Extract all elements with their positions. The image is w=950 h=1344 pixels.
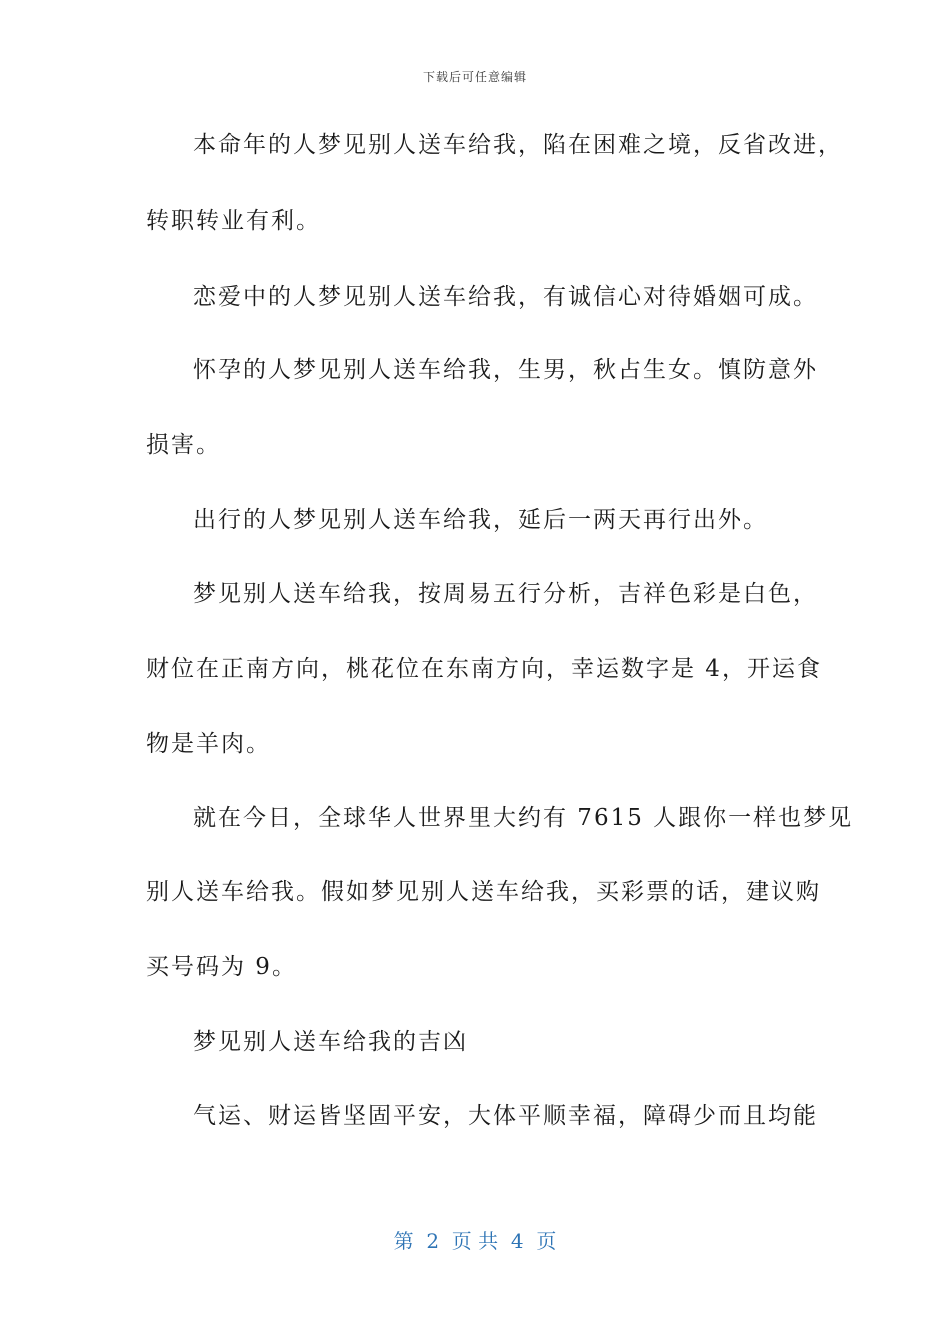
section-heading: 梦见别人送车给我的吉凶 (193, 1029, 468, 1055)
text-line: 损害。 (146, 432, 221, 458)
text-line: 本命年的人梦见别人送车给我，陷在困难之境，反省改进， (193, 132, 843, 158)
text-line: 物是羊肉。 (146, 731, 271, 757)
page-number: 第 2 页 共 4 页 (393, 1229, 557, 1253)
text-line: 别人送车给我。假如梦见别人送车给我，买彩票的话，建议购 (146, 879, 821, 905)
text-line: 怀孕的人梦见别人送车给我，生男，秋占生女。慎防意外 (193, 357, 818, 383)
text-line: 财位在正南方向，桃花位在东南方向，幸运数字是 4，开运食 (146, 656, 822, 682)
text-line: 恋爱中的人梦见别人送车给我，有诚信心对待婚姻可成。 (193, 284, 818, 310)
page-header-note: 下载后可任意编辑 (422, 70, 527, 84)
text-line: 梦见别人送车给我，按周易五行分析，吉祥色彩是白色， (193, 581, 818, 607)
text-line: 就在今日，全球华人世界里大约有 7615 人跟你一样也梦见 (193, 805, 854, 831)
text-line: 转职转业有利。 (146, 208, 321, 234)
text-line: 气运、财运皆坚固平安，大体平顺幸福，障碍少而且均能 (193, 1103, 818, 1129)
text-line: 出行的人梦见别人送车给我，延后一两天再行出外。 (193, 507, 768, 533)
text-line: 买号码为 9。 (146, 954, 297, 980)
